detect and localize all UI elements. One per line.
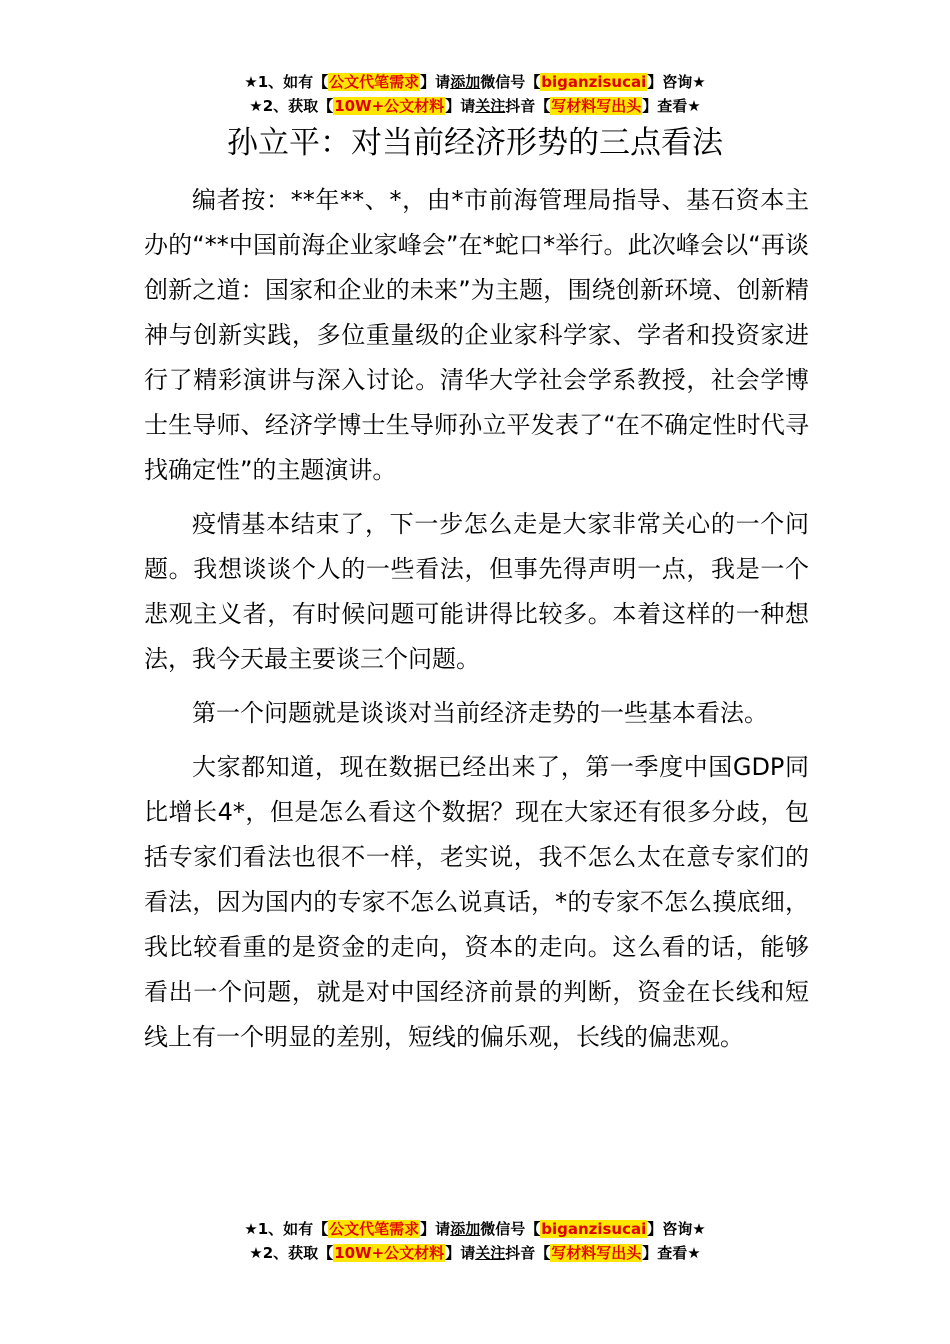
banner-text: ★1、如有【 [244,1220,329,1238]
banner-highlight: 写材料写出头 [551,1244,642,1262]
paragraph: 第一个问题就是谈谈对当前经济走势的一些基本看法。 [192,699,768,727]
banner-highlight: 公文代笔需求 [329,1220,420,1238]
banner-line-2 [0,94,950,118]
paragraph: 大家都知道，现在数据已经出来了，第一季度中国GDP同比增长4*，但是怎么看这个数据？现在大家还有很多分歧，包括专家们看法也很不一样，老实说，我不怎么太在意专家们的看法，因为国内的专家不怎么说真话，*的专家不怎么摸底细，我比较看重的是资金的走向，资本的走向。这么看的话，能够看出一个问题，就是对中国经济前景的判断，资金在长线和短线上有一个明显的差别，短线的偏乐观，长线的偏悲观。 [144,753,809,1051]
banner-highlight: 公文代笔需求 [329,73,420,91]
banner-line-1 [0,1217,950,1241]
banner-emphasis: 关注 [475,97,506,115]
document-title: 孙立平：对当前经济形势的三点看法 [227,125,723,161]
banner-text: 】查看★ [642,97,701,115]
banner-highlight: 写材料写出头 [551,97,642,115]
banner-text: 抖音【 [505,1244,551,1262]
banner-emphasis: 添加 [450,1220,481,1238]
banner-text: 】请 [445,97,476,115]
banner-text: ★2、获取【 [249,97,334,115]
banner-text: 】请 [445,1244,476,1262]
paragraph: 疫情基本结束了，下一步怎么走是大家非常关心的一个问题。我想谈谈个人的一些看法，但事先得声明一点，我是一个悲观主义者，有时候问题可能讲得比较多。本着这样的一种想法，我今天最主要谈三个问题。 [144,510,809,673]
banner-highlight: biganzisucai [541,73,647,91]
banner-text: 】查看★ [642,1244,701,1262]
banner-text: 】咨询★ [647,73,706,91]
banner-emphasis: 添加 [450,73,481,91]
banner-line-2 [0,1241,950,1265]
banner-line-1 [0,70,950,94]
banner-text: 抖音【 [505,97,551,115]
banner-text: 微信号【 [480,1220,541,1238]
banner-highlight: 10W+公文材料 [334,1244,445,1262]
document-body [144,178,809,1069]
banner-text: ★1、如有【 [244,73,329,91]
banner-highlight: 10W+公文材料 [334,97,445,115]
banner-text: 微信号【 [480,73,541,91]
paragraph: 编者按：**年**、*，由*市前海管理局指导、基石资本主办的“**中国前海企业家峰会”在*蛇口*举行。此次峰会以“再谈创新之道：国家和企业的未来”为主题，围绕创新环境、创新精神与创新实践，多位重量级的企业家科学家、学者和投资家进行了精彩演讲与深入讨论。清华大学社会学系教授，社会学博士生导师、经济学博士生导师孙立平发表了“在不确定性时代寻找确定性”的主题演讲。 [144,186,809,484]
banner-emphasis: 关注 [475,1244,506,1262]
header-banner [0,70,950,118]
banner-text: 】请 [420,73,451,91]
banner-text: 】咨询★ [647,1220,706,1238]
footer-banner [0,1217,950,1265]
banner-text: ★2、获取【 [249,1244,334,1262]
banner-highlight: biganzisucai [541,1220,647,1238]
banner-text: 】请 [420,1220,451,1238]
